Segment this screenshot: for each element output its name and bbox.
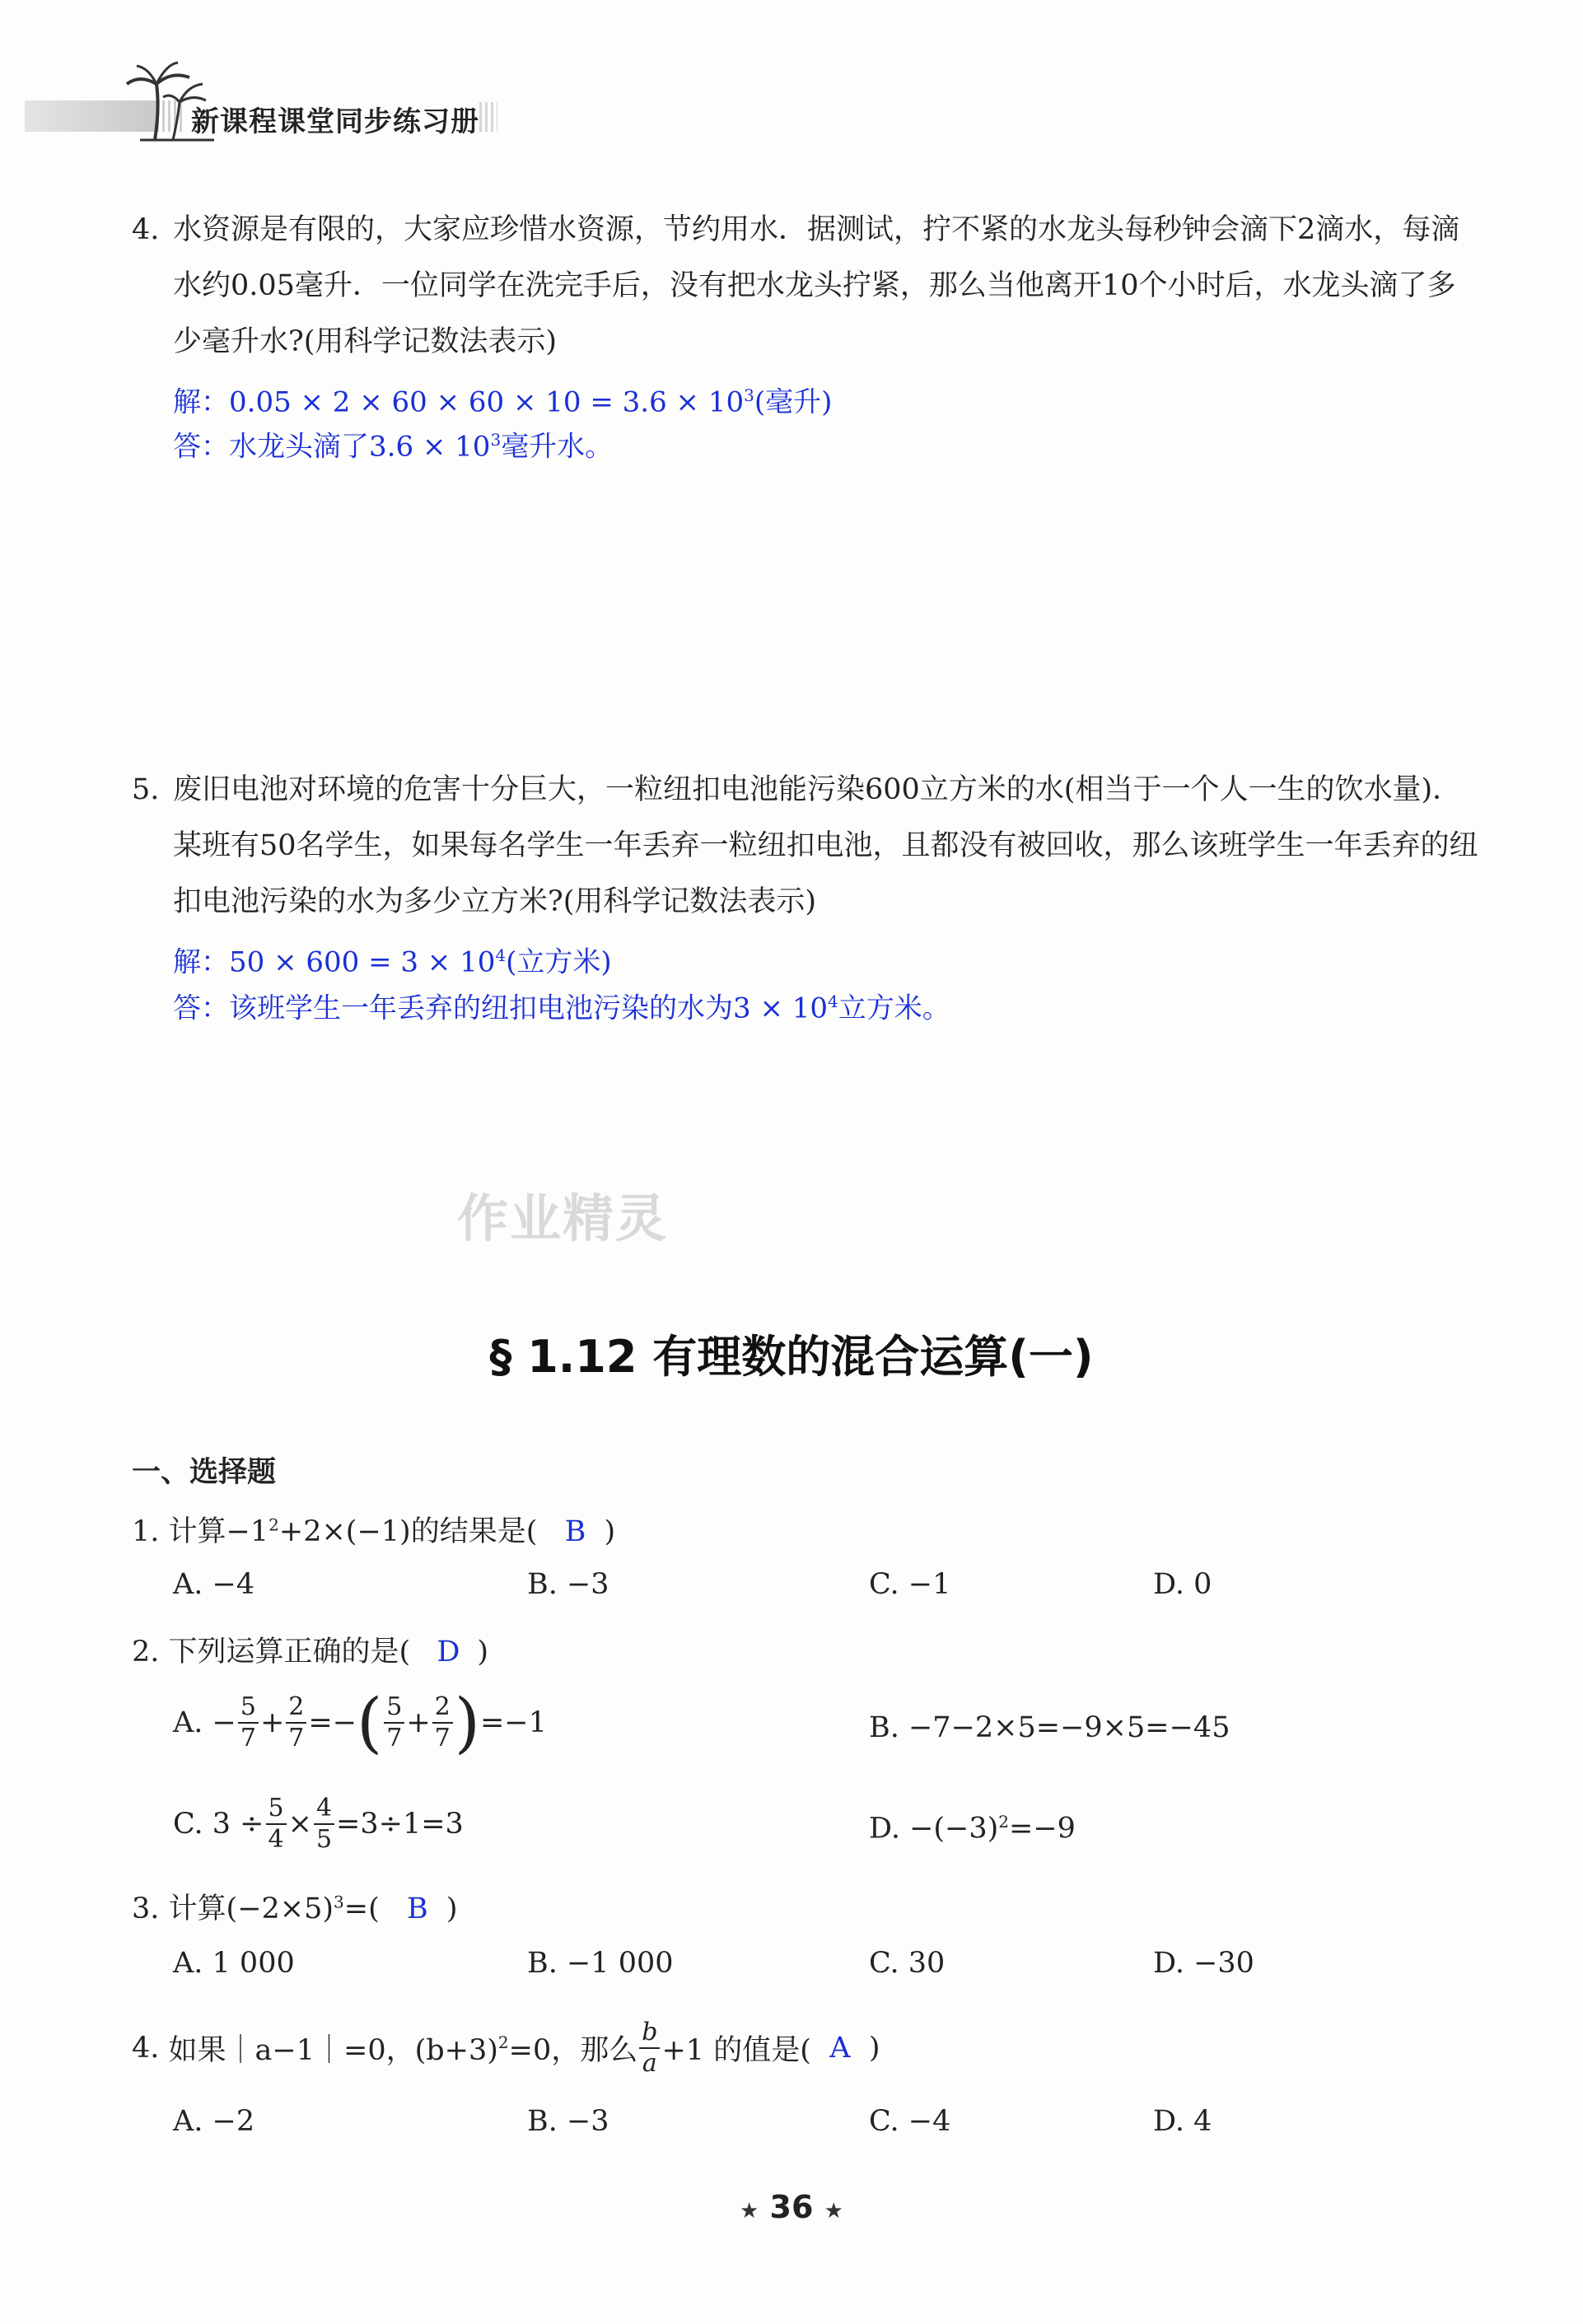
answer-exponent: 3 <box>490 430 502 450</box>
denominator: 7 <box>386 1724 403 1752</box>
question-stem: 计算−1 <box>168 1515 269 1548</box>
denominator: 4 <box>268 1825 284 1854</box>
section-title: § 1.12 有理数的混合运算(一) <box>489 1331 1094 1383</box>
stem-exponent: 2 <box>497 2032 509 2052</box>
header-stripes-right <box>479 102 497 132</box>
answer-exponent: 4 <box>828 992 838 1011</box>
question-stem-tail: +1 的值是( <box>661 2034 811 2067</box>
star-icon: ★ <box>740 2199 759 2224</box>
option: B. −3 <box>527 1568 609 1601</box>
close-paren: ) <box>604 1515 616 1548</box>
page-number <box>0 2189 1583 2225</box>
answer-4 <box>173 417 613 469</box>
operator: + <box>259 1706 285 1739</box>
denominator: 5 <box>315 1825 333 1854</box>
solution-unit: (毫升) <box>754 385 833 419</box>
close-paren: ) <box>477 1636 488 1668</box>
solution-exponent: 3 <box>744 385 754 405</box>
solution-unit: (立方米) <box>506 945 612 979</box>
question-number: 1. <box>132 1515 160 1548</box>
numerator: 2 <box>286 1692 306 1724</box>
question-number: 3. <box>132 1892 160 1925</box>
fraction <box>432 1692 453 1753</box>
answer-choice: D <box>437 1636 460 1668</box>
option-label: C. 3 ÷ <box>173 1808 264 1841</box>
fraction <box>639 2018 660 2079</box>
answer-5 <box>173 978 950 1031</box>
fraction <box>286 1692 306 1753</box>
close-paren: ) <box>446 1892 458 1925</box>
left-paren: ( <box>357 1684 383 1761</box>
watermark: 作业精灵 <box>457 1188 669 1248</box>
answer-tail: 立方米。 <box>838 992 950 1025</box>
option-label: A. − <box>173 1706 236 1739</box>
problem-number: 4. <box>132 213 160 246</box>
solution-exponent: 4 <box>495 945 507 965</box>
option-text: D. −(−3) <box>869 1812 999 1846</box>
numerator: 2 <box>432 1692 453 1724</box>
fraction <box>266 1794 287 1855</box>
option: D. 4 <box>1153 2105 1212 2138</box>
fraction <box>314 1794 334 1855</box>
question-number: 4. <box>132 2032 160 2065</box>
problem-number: 5. <box>132 773 160 806</box>
problem-text: 水资源是有限的，大家应珍惜水资源，节约用水．据测试，拧不紧的水龙头每秒钟会滴下2滴水，每滴水约0.05毫升．一位同学在洗完手后，没有把水龙头拧紧，那么当他离开10个小时后，水龙头滴了多少毫升水?(用科学记数法表示) <box>173 213 1460 358</box>
question-number: 2. <box>132 1636 160 1668</box>
option-tail: =3÷1=3 <box>336 1808 464 1841</box>
numerator: 5 <box>384 1692 404 1724</box>
operator: + <box>406 1706 431 1739</box>
option: B. −1 000 <box>527 1947 674 1980</box>
problem-4 <box>132 202 1483 370</box>
answer-tail: 毫升水。 <box>501 430 614 464</box>
question-stem: 计算(−2×5) <box>168 1892 334 1925</box>
option-a <box>173 1684 547 1761</box>
answer-choice: A <box>829 2032 851 2065</box>
part-heading: 一、选择题 <box>132 1456 277 1489</box>
solution-expression: 50 × 600 = 3 × 10 <box>229 945 496 979</box>
option-d <box>869 1812 1076 1846</box>
page-number-text: 36 <box>769 2189 814 2225</box>
fraction <box>384 1692 404 1753</box>
numerator: 4 <box>314 1794 334 1825</box>
stem-exponent: 2 <box>269 1514 279 1535</box>
operator: × <box>287 1808 312 1841</box>
mc-question-1 <box>132 1509 615 1550</box>
mc-question-4 <box>132 2018 880 2079</box>
close-paren: ) <box>868 2032 880 2065</box>
numerator: 5 <box>266 1794 287 1825</box>
question-stem-tail: =( <box>343 1892 380 1925</box>
denominator: 7 <box>288 1724 305 1752</box>
solution-expression: 0.05 × 2 × 60 × 60 × 10 = 3.6 × 10 <box>229 385 745 419</box>
right-paren: ) <box>454 1684 480 1761</box>
answer-text: 该班学生一年丢弃的纽扣电池污染的水为3 × 10 <box>229 992 828 1025</box>
problem-text: 废旧电池对环境的危害十分巨大，一粒纽扣电池能污染600立方米的水(相当于一个人一生的饮水量)．某班有50名学生，如果每名学生一年丢弃一粒纽扣电池，且都没有被回收，那么该班学生一年丢弃的纽扣电池污染的水为多少立方米?(用科学记数法表示) <box>173 773 1478 918</box>
option-exponent: 2 <box>998 1812 1010 1832</box>
option: B. −3 <box>527 2105 609 2138</box>
option: D. −30 <box>1153 1947 1254 1980</box>
denominator: 7 <box>240 1724 256 1752</box>
solution-prefix: 解： <box>173 945 229 979</box>
stem-exponent: 3 <box>334 1892 344 1912</box>
operator: =− <box>308 1706 357 1739</box>
question-stem-tail: +2×(−1)的结果是( <box>278 1515 538 1548</box>
numerator: 5 <box>238 1692 259 1724</box>
option-c <box>173 1794 464 1855</box>
numerator: b <box>639 2018 660 2049</box>
question-stem: 如果｜a−1｜=0，(b+3) <box>168 2034 498 2067</box>
option: A. −4 <box>173 1568 255 1601</box>
answer-prefix: 答： <box>173 430 229 464</box>
question-stem: 下列运算正确的是( <box>168 1636 411 1668</box>
option: A. −2 <box>173 2105 255 2138</box>
question-stem-mid: =0，那么 <box>508 2034 638 2067</box>
option-tail: =−1 <box>479 1706 547 1739</box>
denominator: 7 <box>434 1724 451 1752</box>
option: C. −4 <box>869 2105 951 2138</box>
star-icon: ★ <box>824 2199 843 2224</box>
solution-prefix: 解： <box>173 385 229 419</box>
mc-question-2 <box>132 1629 488 1670</box>
denominator: a <box>642 2049 657 2078</box>
book-title: 新课程课堂同步练习册 <box>191 105 479 138</box>
option: A. 1 000 <box>173 1947 295 1980</box>
option: C. −1 <box>869 1568 951 1601</box>
option: D. 0 <box>1153 1568 1212 1601</box>
answer-prefix: 答： <box>173 992 229 1025</box>
answer-choice: B <box>407 1892 428 1925</box>
answer-choice: B <box>564 1515 586 1548</box>
fraction <box>238 1692 259 1753</box>
option-b: B. −7−2×5=−9×5=−45 <box>869 1711 1230 1744</box>
option: C. 30 <box>869 1947 946 1980</box>
answer-text: 水龙头滴了3.6 × 10 <box>229 430 491 464</box>
mc-question-3 <box>132 1886 458 1927</box>
option-tail: =−9 <box>1009 1812 1076 1846</box>
problem-5 <box>132 762 1483 930</box>
solution-5 <box>173 932 612 985</box>
